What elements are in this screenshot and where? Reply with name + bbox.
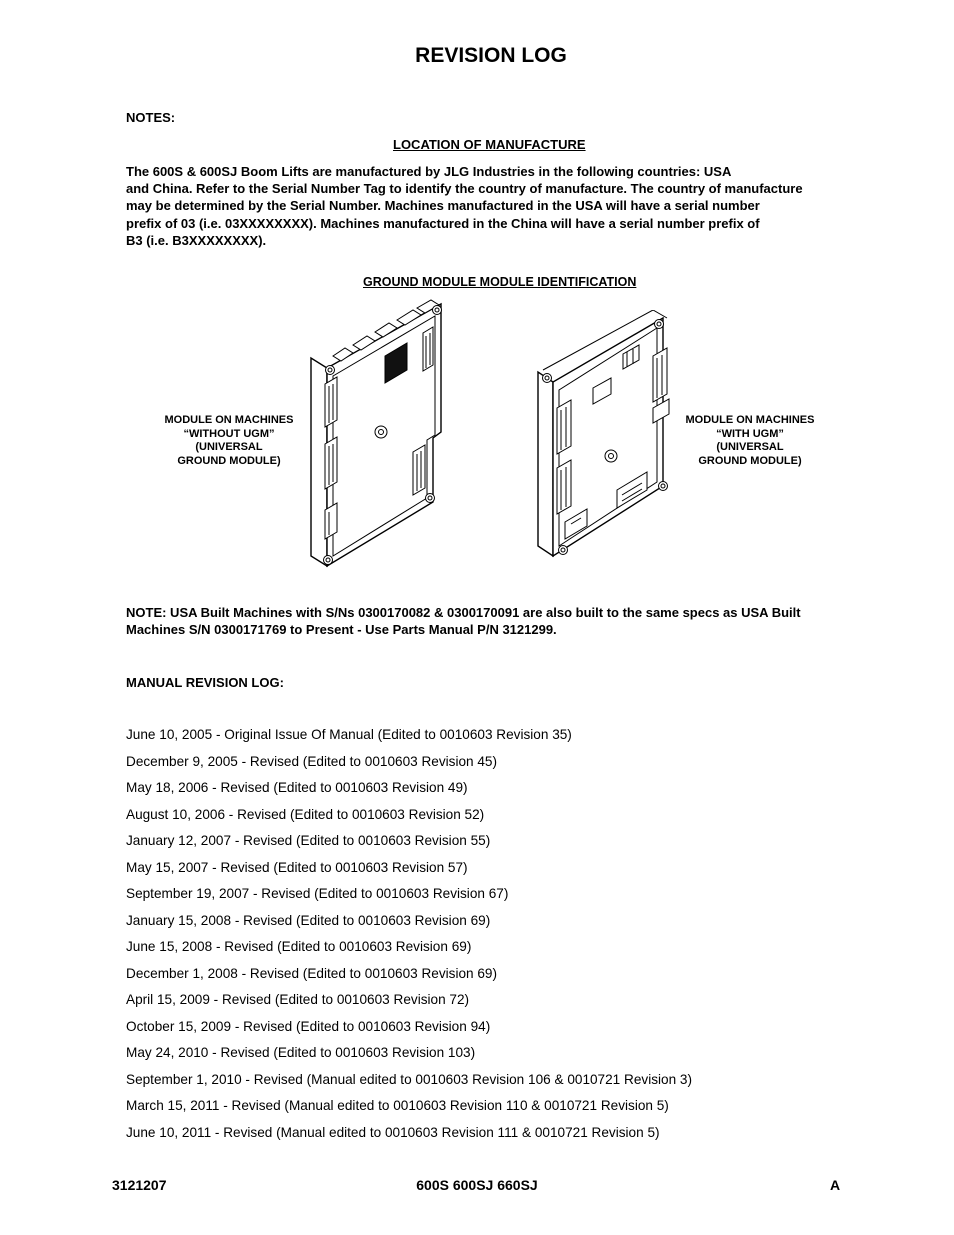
- footer-document-number: 3121207: [112, 1177, 167, 1193]
- revision-item: September 19, 2007 - Revised (Edited to 0010603 Revision 67): [126, 886, 509, 901]
- revision-item: September 1, 2010 - Revised (Manual edited to 0010603 Revision 106 & 0010721 Revision 3): [126, 1071, 693, 1087]
- page-title: REVISION LOG: [415, 44, 567, 67]
- revision-item: January 15, 2008 - Revised (Edited to 0010603 Revision 69): [126, 912, 491, 928]
- revision-item: April 15, 2009 - Revised (Edited to 0010603 Revision 72): [126, 992, 470, 1007]
- revision-item: December 9, 2005 - Revised (Edited to 0010603 Revision 45): [126, 753, 498, 769]
- revision-item: January 12, 2007 - Revised (Edited to 0010603 Revision 55): [126, 833, 491, 848]
- revision-item: June 10, 2011 - Revised (Manual edited to 0010603 Revision 111 & 0010721 Revision 5): [126, 1124, 660, 1140]
- location-line: B3 (i.e. B3XXXXXXXX).: [126, 232, 267, 248]
- revision-item: March 15, 2011 - Revised (Manual edited to 0010603 Revision 110 & 0010721 Revision 5): [126, 1098, 669, 1113]
- caption-line: GROUND MODULE): [698, 454, 802, 467]
- note-paragraph: [126, 604, 886, 638]
- location-line: may be determined by the Serial Number. Machines manufactured in the USA will have a serial number: [126, 198, 760, 214]
- revision-item: August 10, 2006 - Revised (Edited to 0010603 Revision 52): [126, 806, 485, 822]
- module-with-ugm-illustration: [535, 310, 675, 560]
- right-module-caption: [676, 414, 824, 468]
- caption-line: MODULE ON MACHINES: [164, 414, 294, 426]
- footer-page-id: A: [830, 1177, 841, 1193]
- caption-line: “WITH UGM”: [716, 427, 784, 440]
- location-paragraph: [126, 163, 886, 249]
- caption-line: “WITHOUT UGM”: [183, 427, 275, 440]
- note-line: NOTE: USA Built Machines with S/Ns 0300170082 & 0300170091 are also built to the same specs as USA Built: [126, 605, 801, 620]
- revision-item: June 10, 2005 - Original Issue Of Manual (Edited to 0010603 Revision 35): [126, 727, 572, 742]
- revision-item: May 18, 2006 - Revised (Edited to 0010603 Revision 49): [126, 780, 468, 795]
- notes-label: NOTES:: [126, 110, 176, 125]
- caption-line: (UNIVERSAL: [716, 441, 784, 453]
- caption-line: GROUND MODULE): [177, 454, 281, 467]
- manual-revision-log-label: MANUAL REVISION LOG:: [126, 675, 284, 690]
- module-without-ugm-illustration: [305, 298, 450, 573]
- caption-line: MODULE ON MACHINES: [685, 414, 815, 426]
- location-line: and China. Refer to the Serial Number Tag to identify the country of manufacture. The country of manufacture: [126, 181, 803, 197]
- caption-line: (UNIVERSAL: [195, 441, 263, 453]
- footer-models: 600S 600SJ 660SJ: [416, 1177, 538, 1193]
- revision-list: [126, 726, 692, 1150]
- note-line: Machines S/N 0300171769 to Present - Use Parts Manual P/N 3121299.: [126, 622, 557, 638]
- location-heading: LOCATION OF MANUFACTURE: [393, 137, 586, 152]
- revision-item: December 1, 2008 - Revised (Edited to 0010603 Revision 69): [126, 965, 498, 981]
- ground-module-heading: GROUND MODULE MODULE IDENTIFICATION: [363, 275, 637, 289]
- location-line: prefix of 03 (i.e. 03XXXXXXXX). Machines manufactured in the China will have a serial number prefix of: [126, 215, 760, 231]
- left-module-caption: [156, 414, 302, 468]
- revision-item: October 15, 2009 - Revised (Edited to 0010603 Revision 94): [126, 1018, 491, 1034]
- location-line: The 600S & 600SJ Boom Lifts are manufactured by JLG Industries in the following countries: USA: [126, 164, 732, 179]
- revision-item: June 15, 2008 - Revised (Edited to 0010603 Revision 69): [126, 939, 472, 954]
- revision-item: May 24, 2010 - Revised (Edited to 0010603 Revision 103): [126, 1045, 476, 1060]
- revision-item: May 15, 2007 - Revised (Edited to 0010603 Revision 57): [126, 859, 468, 875]
